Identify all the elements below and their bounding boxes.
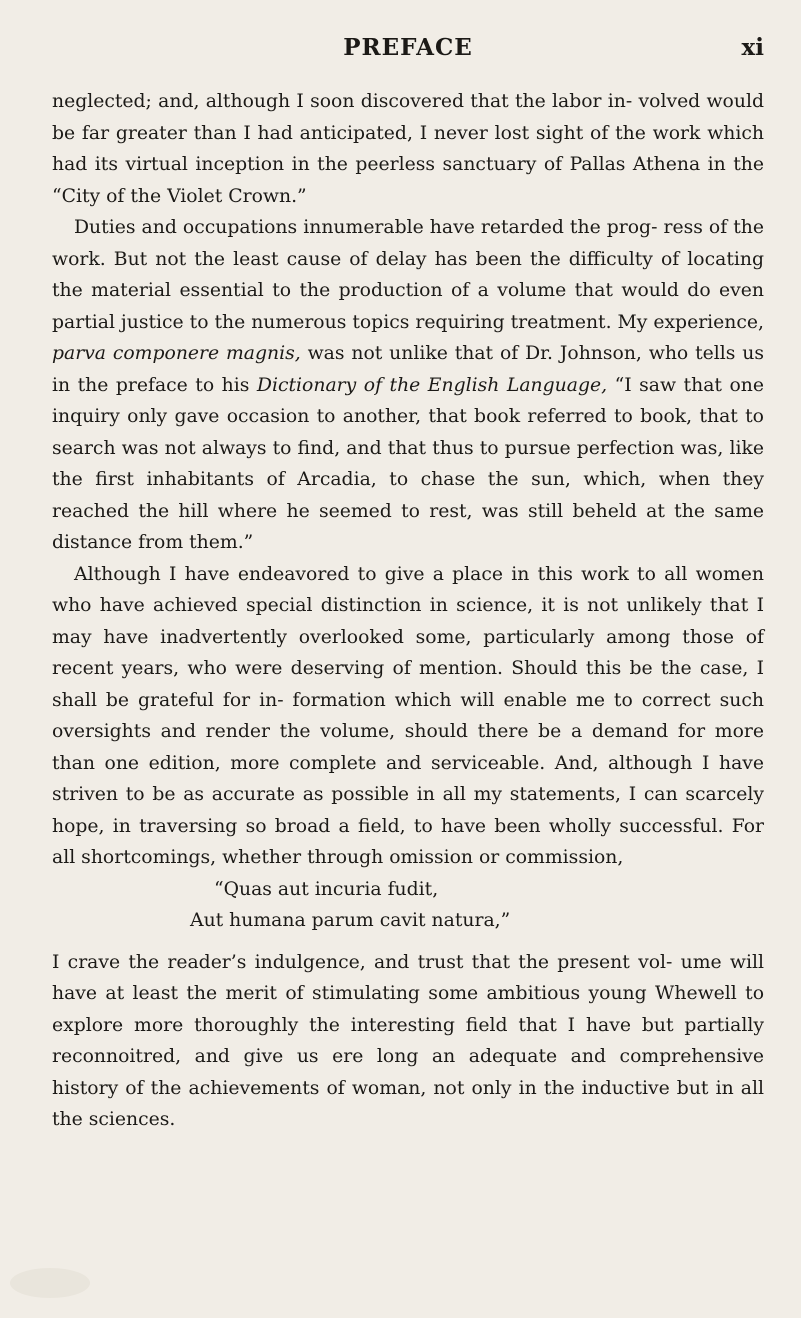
book-title: Dictionary of the English Language, [256,374,608,396]
verse-line-1: “Quas aut incuria fudit, [214,878,439,900]
johnson-quotation: “I saw that one inquiry only gave occasion to another, that book referred to book, that to search was not always to find, and that thus to pursue perfection was, like the first inhabitants of Arcadia, to chase the sun, which, when they reached the hill where he seemed to rest, was still beheld at the same distance from them.” [52,374,764,553]
paragraph-duties [52,212,764,559]
latin-phrase: parva componere magnis, [52,343,301,364]
latin-verse [52,874,764,937]
paragraph-indulgence: I crave the reader’s indulgence, and trust that the present vol- ume will have at least the merit of stimulating some ambitious young Whewell to explore more thoroughly the interesting field that I have but partially reconnoitred, and give us ere long an adequate and comprehensive history of the achievements of woman, not only in the inductive but in all the sciences. [52,951,764,1130]
running-header [52,34,764,74]
paragraph-endeavored: Although I have endeavored to give a place in this work to all women who have achieved special distinction in science, it is not unlikely that I may have inadvertently overlooked some, particularly among those of recent years, who were deserving of mention. Should this be the case, I shall be grateful for in- formation which will enable me to correct such oversights and render the volume, should there be a demand for more than one edition, more complete and serviceable. And, although I have striven to be as accurate as possible in all my statements, I can scarcely hope, in traversing so broad a field, to have been wholly successful. For all shortcomings, whether through omission or commission, [52,563,764,868]
body-text [52,86,764,1136]
paper-smudge [10,1268,90,1298]
page-number: xi [741,34,764,61]
paragraph-continued: neglected; and, although I soon discovered that the labor in- volved would be far greater than I had anticipated, I never lost sight of the work which had its virtual inception in the peerless sanctuary of Pallas Athena in the “City of the Violet Crown.” [52,91,764,207]
paragraph-duties-text-2: was not unlike that of Dr. Johnson, who tells us in the preface to his [52,343,764,396]
verse-line-2: Aut humana parum cavit natura,” [190,910,511,931]
running-title: PREFACE [343,34,473,61]
paragraph-duties-text-1: Duties and occupations innumerable have retarded the prog- ress of the work. But not the least cause of delay has been the difficulty of locating the material essential to the production of a volume that would do even partial justice to the numerous topics requiring treatment. My experience, [52,217,764,333]
